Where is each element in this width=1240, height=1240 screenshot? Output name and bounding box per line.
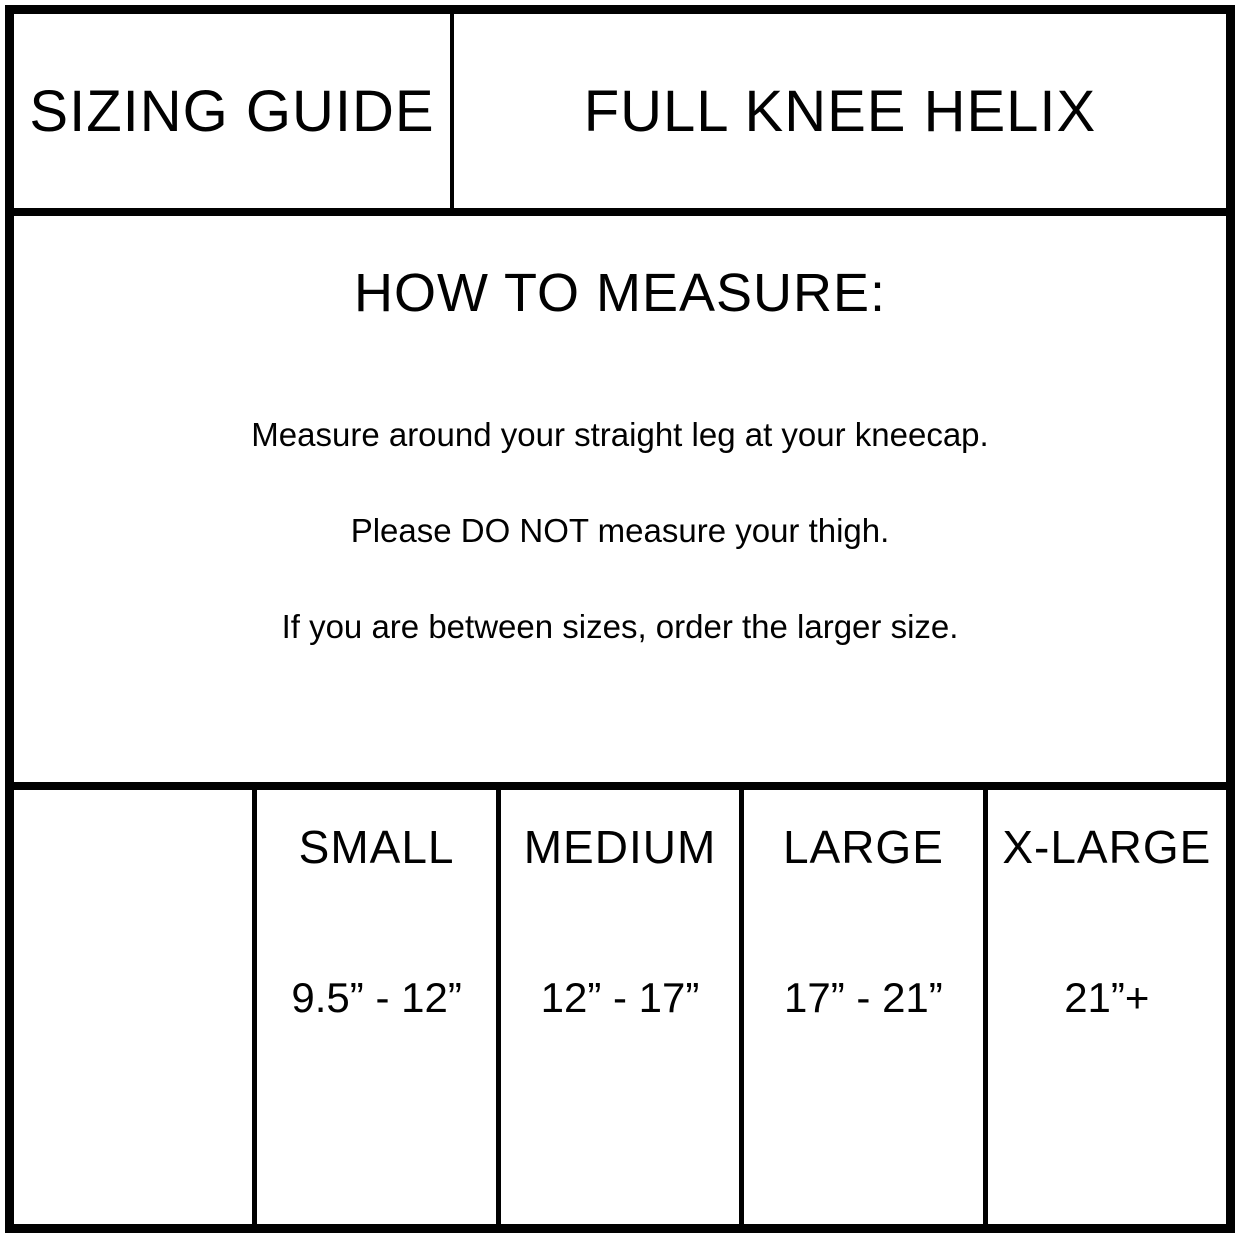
sizing-guide-title: SIZING GUIDE bbox=[29, 78, 435, 144]
measure-instruction-line: Please DO NOT measure your thigh. bbox=[350, 512, 890, 549]
size-cell-small bbox=[252, 790, 495, 1224]
size-range: 9.5” - 12” bbox=[291, 974, 462, 1021]
sizing-guide-table bbox=[5, 5, 1235, 1233]
size-cell-x-large bbox=[983, 790, 1226, 1224]
size-label: SMALL bbox=[298, 821, 455, 873]
sizes-row bbox=[14, 790, 1226, 1224]
size-label: LARGE bbox=[782, 821, 944, 873]
size-label: X-LARGE bbox=[1002, 821, 1212, 873]
header-cell-sizing-guide bbox=[14, 14, 454, 208]
how-to-measure-section bbox=[14, 216, 1226, 790]
size-range: 21”+ bbox=[1064, 974, 1150, 1021]
size-cell-medium bbox=[496, 790, 739, 1224]
size-label: MEDIUM bbox=[523, 821, 717, 873]
measure-instruction-line: If you are between sizes, order the larger size. bbox=[281, 608, 959, 645]
header-row bbox=[14, 14, 1226, 216]
measure-instruction-line: Measure around your straight leg at your kneecap. bbox=[251, 416, 989, 453]
header-cell-product-name bbox=[454, 14, 1226, 208]
product-name-title: FULL KNEE HELIX bbox=[583, 78, 1097, 144]
size-range: 17” - 21” bbox=[784, 974, 943, 1021]
size-cell-large bbox=[739, 790, 982, 1224]
size-range: 12” - 17” bbox=[540, 974, 700, 1021]
how-to-measure-heading: HOW TO MEASURE: bbox=[353, 263, 887, 323]
size-cell-empty bbox=[14, 790, 252, 1224]
